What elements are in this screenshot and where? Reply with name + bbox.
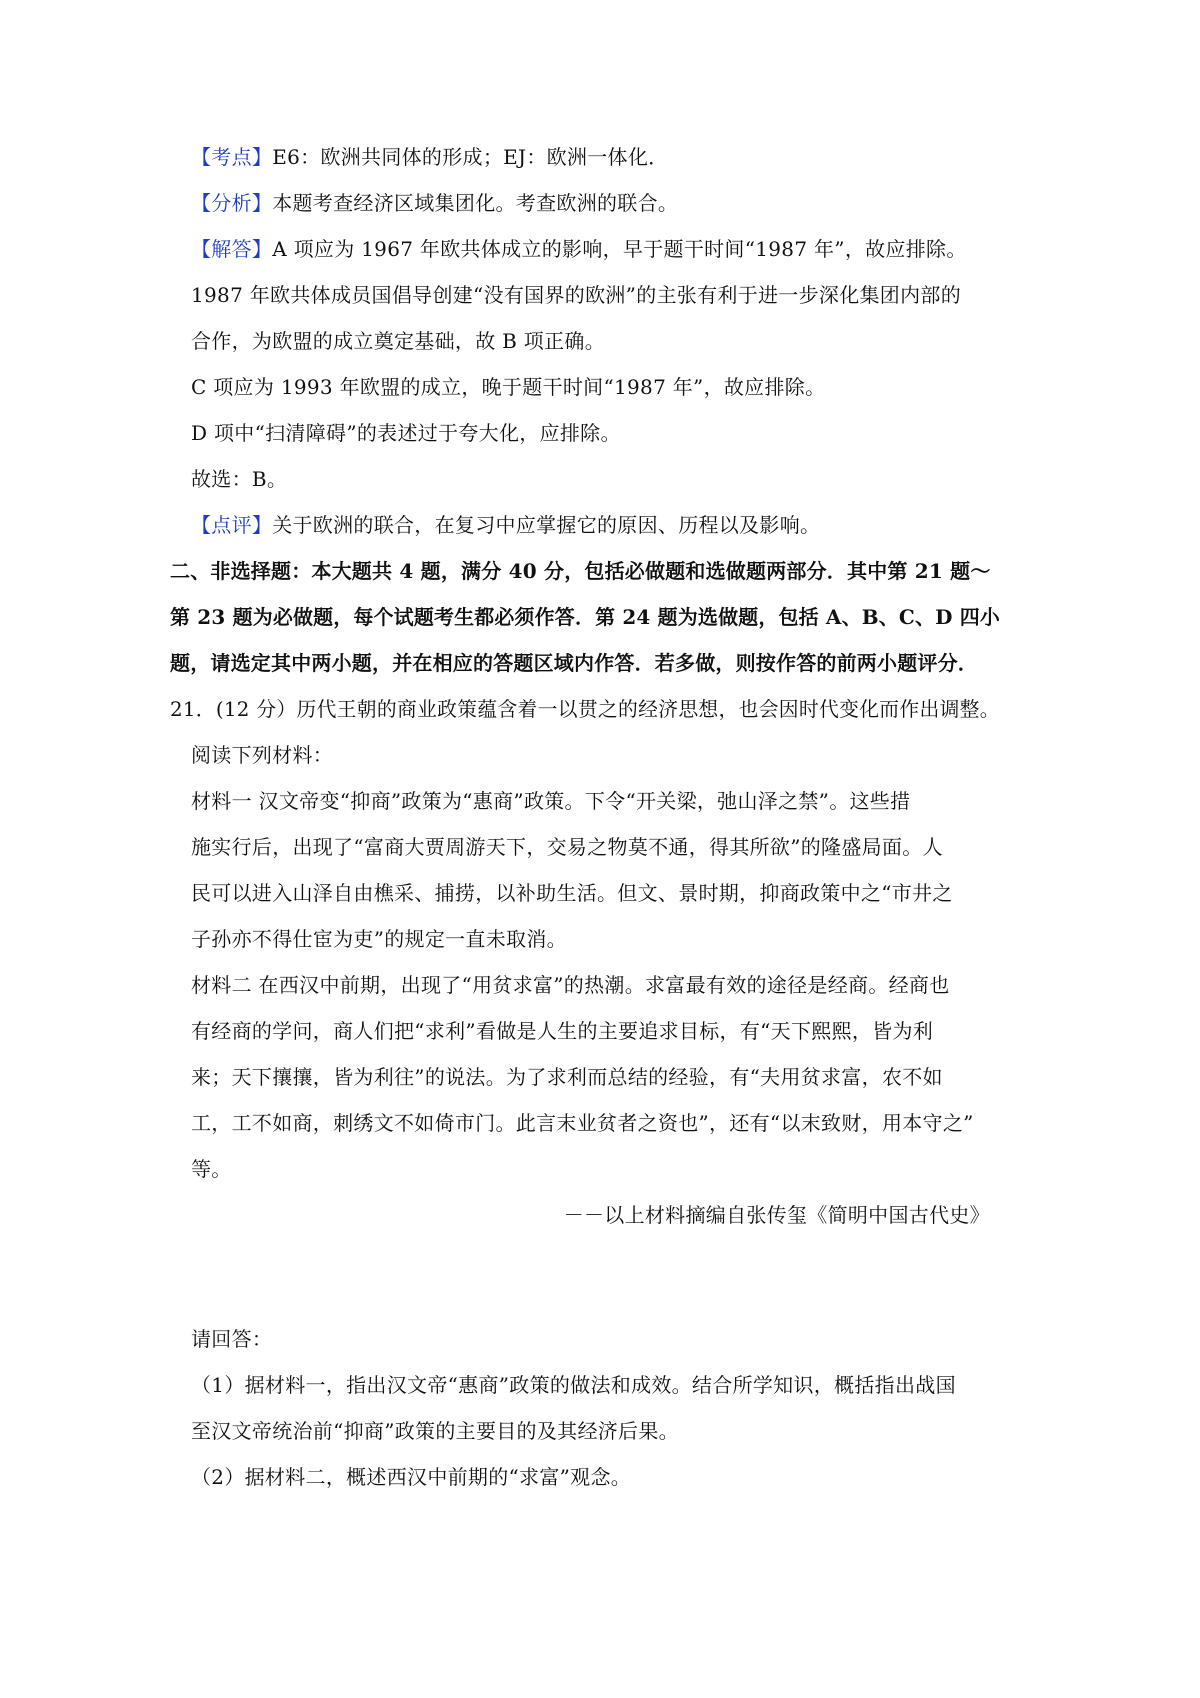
jieda-tag: 【解答】 — [191, 237, 273, 261]
dianping-line — [191, 512, 820, 538]
kaodian-line — [191, 144, 668, 170]
jieda-line-2: 合作，为欧盟的成立奠定基础，故 B 项正确。 — [191, 329, 606, 353]
material-two-line-2: 有经商的学问，商人们把“求利”看做是人生的主要追求目标，有“天下熙熙，皆为利 — [191, 1019, 934, 1043]
material-two-line-3: 来；天下攘攘，皆为利往”的说法。为了求利而总结的经验，有“夫用贫求富，农不如 — [191, 1065, 943, 1089]
kaodian-text: E6：欧洲共同体的形成；EJ：欧洲一体化． — [272, 145, 669, 169]
sub-question-2: （2）据材料二，概述西汉中前期的“求富”观念。 — [191, 1465, 632, 1489]
material-one-line-3: 民可以进入山泽自由樵采、捕捞，以补助生活。但文、景时期，抑商政策中之“市井之 — [191, 881, 953, 905]
material-two-line-4: 工，工不如商，刺绣文不如倚市门。此言末业贫者之资也”，还有“以末致财，用本守之” — [191, 1111, 974, 1135]
dianping-text: 关于欧洲的联合，在复习中应掌握它的原因、历程以及影响。 — [272, 513, 821, 537]
kaodian-tag: 【考点】 — [191, 145, 273, 169]
jieda-line-1: 1987 年欧共体成员国倡导创建“没有国界的欧洲”的主张有利于进一步深化集团内部的 — [191, 283, 962, 307]
material-one-line-4: 子孙亦不得仕宦为吏”的规定一直未取消。 — [191, 927, 567, 951]
material-two-line-1: 材料二 在西汉中前期，出现了“用贫求富”的热潮。求富最有效的途径是经商。经商也 — [191, 973, 950, 997]
section-two-heading-2: 第 23 题为必做题，每个试题考生都必须作答．第 24 题为选做题，包括 A、B、C、D 四小 — [170, 605, 1001, 629]
section-two-heading-3: 题，请选定其中两小题，并在相应的答题区域内作答．若多做，则按作答的前两小题评分． — [170, 651, 978, 675]
sub-question-1-line-1: （1）据材料一，指出汉文帝“惠商”政策的做法和成效。结合所学知识，概括指出战国 — [191, 1373, 956, 1397]
jieda-text: A 项应为 1967 年欧共体成立的影响，早于题干时间“1987 年”，故应排除。 — [272, 237, 967, 261]
jieda-line — [191, 236, 967, 262]
jieda-line-3: C 项应为 1993 年欧盟的成立，晚于题干时间“1987 年”，故应排除。 — [191, 375, 826, 399]
dianping-tag: 【点评】 — [191, 513, 273, 537]
jieda-line-5: 故选：B。 — [191, 467, 288, 491]
fenxi-tag: 【分析】 — [191, 191, 273, 215]
fenxi-text: 本题考查经济区域集团化。考查欧洲的联合。 — [272, 191, 679, 215]
section-two-heading-1: 二、非选择题：本大题共 4 题，满分 40 分，包括必做题和选做题两部分．其中第 21 题～ — [170, 559, 991, 583]
jieda-line-4: D 项中“扫清障碍”的表述过于夸大化，应排除。 — [191, 421, 621, 445]
material-source: －－以上材料摘编自张传玺《简明中国古代史》 — [563, 1203, 990, 1227]
material-two-line-5: 等。 — [191, 1157, 232, 1181]
answer-prompt: 请回答： — [191, 1327, 273, 1351]
material-one-line-1: 材料一 汉文帝变“抑商”政策为“惠商”政策。下令“开关梁，弛山泽之禁”。这些措 — [191, 789, 911, 813]
material-one-line-2: 施实行后，出现了“富商大贾周游天下，交易之物莫不通，得其所欲”的隆盛局面。人 — [191, 835, 943, 859]
sub-question-1-line-2: 至汉文帝统治前“抑商”政策的主要目的及其经济后果。 — [191, 1419, 679, 1443]
question-21-stem: 21．(12 分）历代王朝的商业政策蕴含着一以贯之的经济思想，也会因时代变化而作出调整。 — [170, 697, 1000, 721]
question-21-intro: 阅读下列材料： — [191, 743, 334, 767]
fenxi-line — [191, 190, 678, 216]
